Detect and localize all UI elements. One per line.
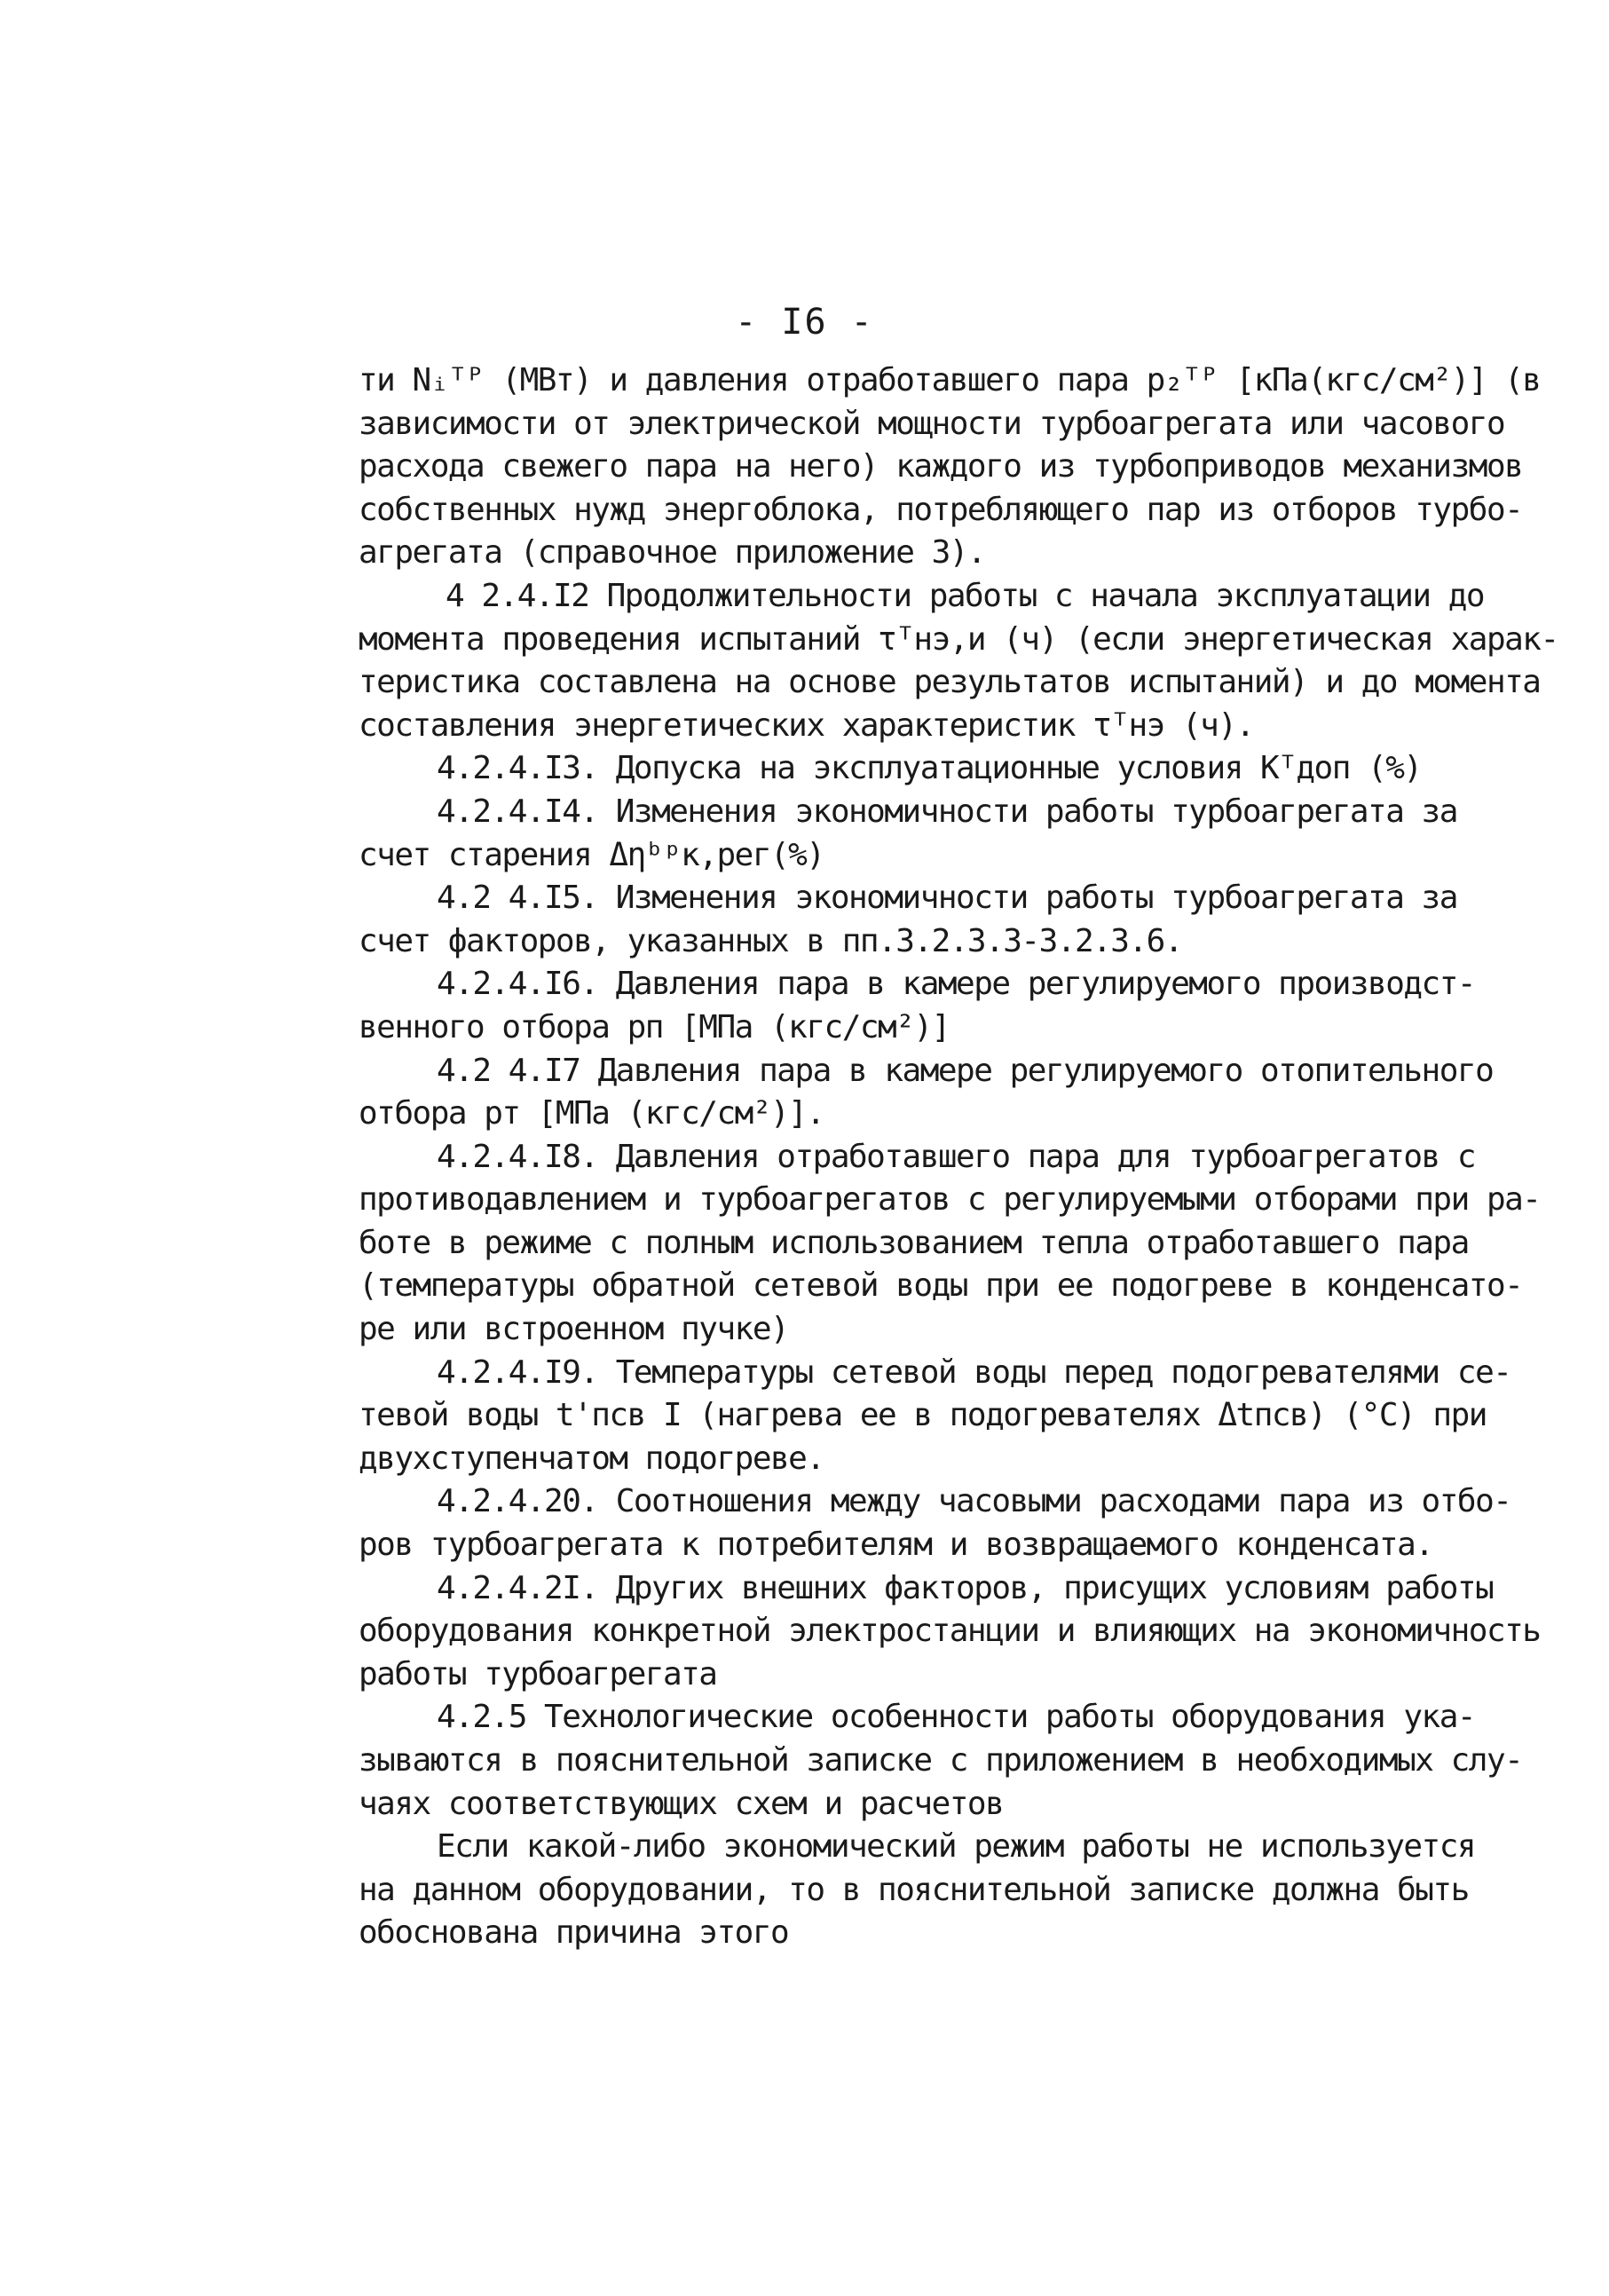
text-line: на данном оборудовании, то в пояснительной записке должна быть: [359, 1871, 1469, 1908]
text-line: чаях соответствующих схем и расчетов: [359, 1785, 1004, 1822]
text-line: момента проведения испытаний τᵀнэ,и (ч) (если энергетическая харак-: [359, 620, 1558, 658]
text-line: ре или встроенном пучке): [359, 1311, 789, 1348]
paragraph-4-2-4-13: 4.2.4.I3. Допуска на эксплуатационные условия Kᵀдоп (%): [437, 750, 1422, 787]
paragraph-4-2-4-20: 4.2.4.20. Соотношения между часовыми расходами пара из отбо-: [437, 1483, 1511, 1520]
text-line: агрегата (справочное приложение 3).: [359, 534, 986, 572]
paragraph-note: Если какой-либо экономический режим работы не используется: [437, 1828, 1476, 1866]
text-line: противодавлением и турбоагрегатов с регулируемыми отборами при ра-: [359, 1181, 1541, 1219]
paragraph-4-2-4-16: 4.2.4.I6. Давления пара в камере регулируемого производст-: [437, 966, 1476, 1003]
paragraph-4-2-4-18: 4.2.4.I8. Давления отработавшего пара для турбоагрегатов с: [437, 1138, 1476, 1175]
paragraph-4-2-4-12: 4 2.4.I2 Продолжительности работы с начала эксплуатации до: [446, 577, 1485, 614]
page-number: - I6 -: [735, 302, 874, 343]
text-line: зываются в пояснительной записке с приложением в необходимых слу-: [359, 1742, 1523, 1779]
text-line: оборудования конкретной электростанции и влияющих на экономичность: [359, 1613, 1541, 1650]
text-line: обоснована причина этого: [359, 1914, 789, 1952]
paragraph-4-2-4-17: 4.2 4.I7 Давления пара в камере регулируемого отопительного: [437, 1052, 1494, 1089]
text-line: двухступенчатом подогреве.: [359, 1440, 824, 1477]
paragraph-4-2-4-15: 4.2 4.I5. Изменения экономичности работы турбоагрегата за: [437, 880, 1457, 917]
text-line: теристика составлена на основе результатов испытаний) и до момента: [359, 664, 1541, 701]
paragraph-4-2-4-21: 4.2.4.2I. Других внешних факторов, присущих условиям работы: [437, 1569, 1494, 1606]
paragraph-4-2-5: 4.2.5 Технологические особенности работы оборудования ука-: [437, 1699, 1476, 1736]
text-line: тевой воды t'псв I (нагрева ее в подогревателях Δtпсв) (°С) при: [359, 1397, 1487, 1434]
paragraph-4-2-4-19: 4.2.4.I9. Температуры сетевой воды перед подогревателями се-: [437, 1353, 1511, 1391]
text-line: ров турбоагрегата к потребителям и возвращаемого конденсата.: [359, 1527, 1433, 1564]
text-line: венного отбора pп [МПа (кгс/см²)]: [359, 1008, 950, 1045]
text-line: расхода свежего пара на него) каждого из турбоприводов механизмов: [359, 448, 1523, 485]
text-line: составления энергетических характеристик τᵀнэ (ч).: [359, 706, 1254, 744]
text-line: ти Nᵢᵀᴾ (МВт) и давления отработавшего пара p₂ᵀᴾ [кПа(кгс/см²)] (в: [359, 362, 1541, 398]
text-line: зависимости от электрической мощности турбоагрегата или часового: [359, 405, 1505, 442]
text-line: отбора pт [МПа (кгс/см²)].: [359, 1095, 824, 1132]
text-line: (температуры обратной сетевой воды при ее подогреве в конденсато-: [359, 1267, 1523, 1305]
document-body: [359, 359, 1558, 1955]
text-line: счет старения Δηᵇᵖк,рег(%): [359, 836, 824, 873]
text-line: счет факторов, указанных в пп.3.2.3.3-3.2.3.6.: [359, 922, 1182, 959]
paragraph-4-2-4-14: 4.2.4.I4. Изменения экономичности работы турбоагрегата за: [437, 793, 1457, 830]
text-line: работы турбоагрегата: [359, 1655, 717, 1692]
text-line: боте в режиме с полным использованием тепла отработавшего пара: [359, 1224, 1469, 1261]
text-line: собственных нужд энергоблока, потребляющего пар из отборов турбо-: [359, 491, 1523, 528]
